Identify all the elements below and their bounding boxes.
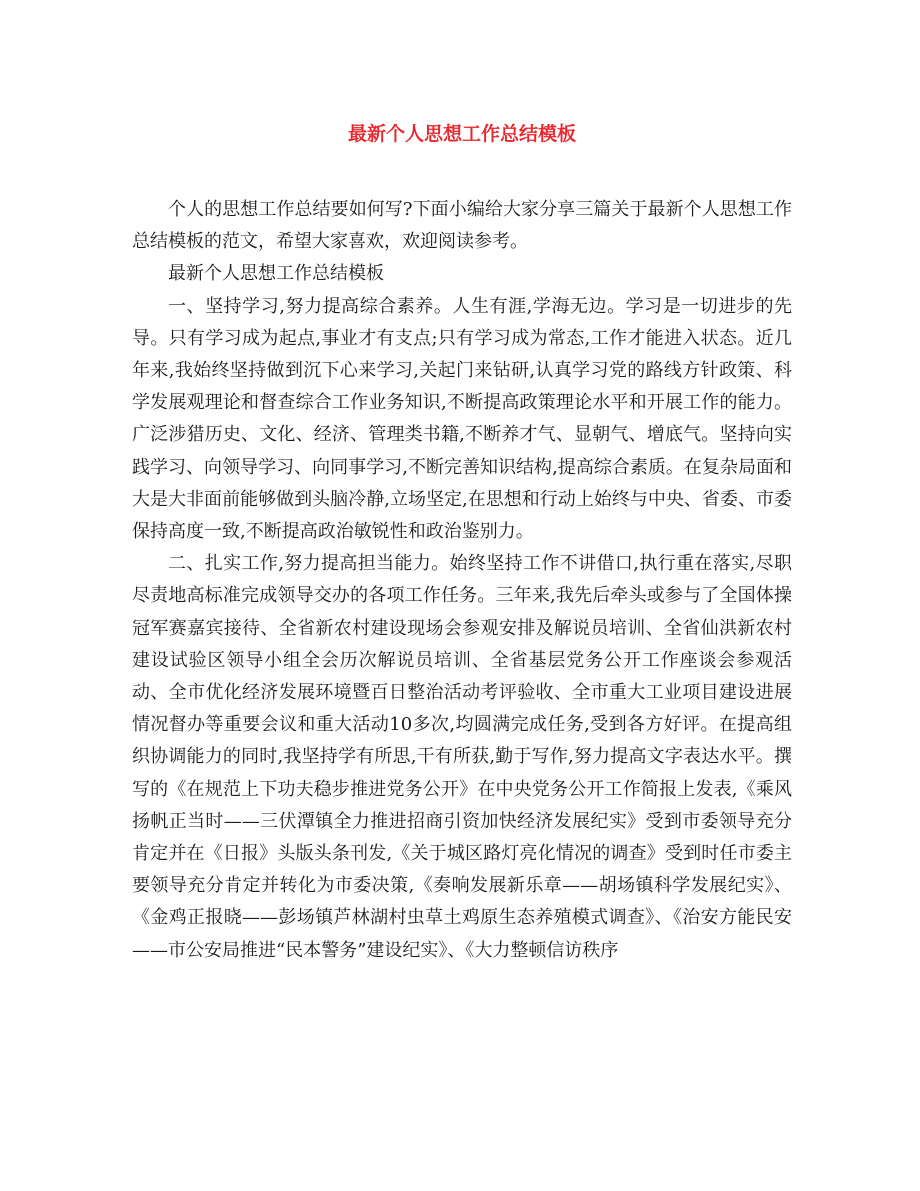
section-heading: 最新个人思想工作总结模板 <box>168 263 384 285</box>
intro-paragraph: 个人的思想工作总结要如何写?下面小编给大家分享三篇关于最新个人思想工作总结模板的范文，希望大家喜欢，欢迎阅读参考。 <box>132 199 792 253</box>
body-paragraph-study: 一、坚持学习,努力提高综合素养。人生有涯,学海无边。学习是一切进步的先导。只有学习成为起点,事业才有支点;只有学习成为常态,工作才能进入状态。近几年来,我始终坚持做到沉下心来学习,关起门来钻研,认真学习党的路线方针政策、科学发展观理论和督查综合工作业务知识,不断提高政策理论水平和开展工作的能力。广泛涉猎历史、文化、经济、管理类书籍,不断养才气、显朝气、增底气。坚持向实践学习、向领导学习、向同事学习,不断完善知识结构,提高综合素质。在复杂局面和大是大非面前能够做到头脑冷静,立场坚定,在思想和行动上始终与中央、省委、市委保持高度一致,不断提高政治敏锐性和政治鉴别力。 <box>132 295 792 543</box>
document-title: 最新个人思想工作总结模板 <box>347 123 576 145</box>
body-paragraph-work: 二、扎实工作,努力提高担当能力。始终坚持工作不讲借口,执行重在落实,尽职尽责地高标准完成领导交办的各项工作任务。三年来,我先后牵头或参与了全国体操冠军赛嘉宾接待、全省新农村建设现场会参观安排及解说员培训、全省仙洪新农村建设试验区领导小组全会历次解说员培训、全省基层党务公开工作座谈会参观活动、全市优化经济发展环境暨百日整治活动考评验收、全市重大工业项目建设进展情况督办等重要会议和重大活动10多次,均圆满完成任务,受到各方好评。在提高组织协调能力的同时,我坚持学有所思,干有所获,勤于写作,努力提高文字表达水平。撰写的《在规范上下功夫稳步推进党务公开》在中央党务公开工作简报上发表,《乘风扬帆正当时——三伏潭镇全力推进招商引资加快经济发展纪实》受到市委领导充分肯定并在《日报》头版头条刊发,《关于城区路灯亮化情况的调查》受到时任市委主要领导充分肯定并转化为市委决策,《奏响发展新乐章——胡场镇科学发展纪实》、《金鸡正报晓——彭场镇芦林湖村虫草土鸡原生态养殖模式调查》、《治安方能民安——市公安局推进“民本警务”建设纪实》、《大力整顿信访秩序 <box>132 553 792 961</box>
